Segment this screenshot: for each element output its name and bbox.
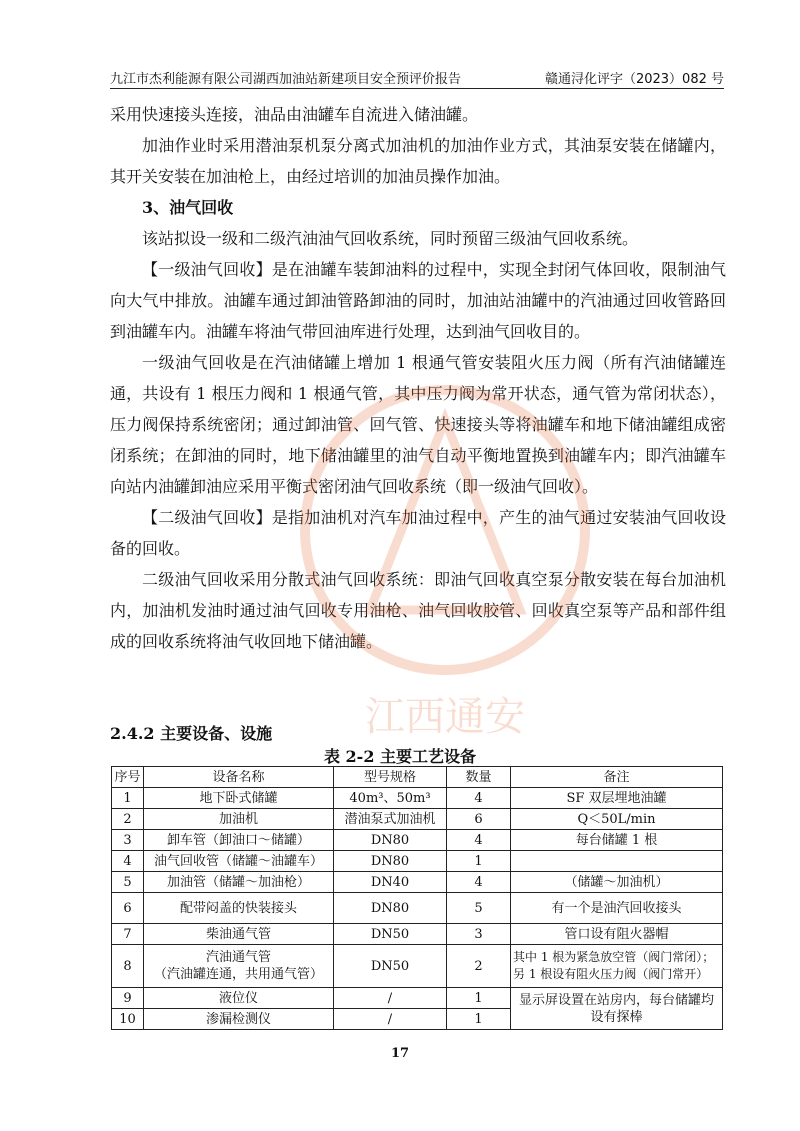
document-number: 赣通浔化评字（2023）082 号 [544,72,724,87]
cell-qty: 4 [447,788,511,809]
section-title: 2.4.2 主要设备、设施 [110,724,273,743]
cell-name: 卸车管（卸油口～储罐） [144,830,334,851]
header-no: 序号 [112,767,144,788]
subsection-heading: 3、油气回收 [142,198,234,217]
table-row [112,988,723,1009]
cell-no: 4 [112,851,144,872]
cell-no: 6 [112,893,144,924]
paragraph: 一级油气回收是在汽油储罐上增加 1 根通气管安装阻火压力阀（所有汽油储罐连通，共设有 1 根压力阀和 1 根通气管，其中压力阀为常开状态，通气管为常闭状态），压力阀保持系统密闭；通过卸油管、回气管、快速接头等将油罐车和地下储油罐组成密闭系统；在卸油的同时，地下储油罐里的油气自动平衡地置换到油罐车内；即汽油罐车向站内油罐卸油应采用平衡式密闭油气回收系统（即一级油气回收）。 [110,353,726,496]
cell-qty: 3 [447,924,511,945]
cell-name: 汽油通气管 （汽油罐连通，共用通气管） [144,945,334,988]
cell-qty: 4 [447,872,511,893]
cell-qty: 2 [447,945,511,988]
paragraph: 【一级油气回收】是在油罐车装卸油料的过程中，实现全封闭气体回收，限制油气向大气中排放。油罐车通过卸油管路卸油的同时，加油站油罐中的汽油通过回收管路回到油罐车内。油罐车将油气带回油库进行处理，达到油气回收目的。 [110,260,726,341]
cell-name: 渗漏检测仪 [144,1009,334,1030]
cell-spec: DN50 [334,924,447,945]
header-note: 备注 [511,767,723,788]
paragraph: 采用快速接头连接，油品由油罐车自流进入储油罐。 [110,105,479,124]
table-row [112,788,723,809]
cell-spec: DN80 [334,830,447,851]
equipment-table [111,766,723,1030]
cell-spec: / [334,988,447,1009]
watermark-text: 江西通安 [365,694,525,740]
table-row [112,851,723,872]
cell-no: 5 [112,872,144,893]
table-row [112,809,723,830]
cell-no: 10 [112,1009,144,1030]
cell-note: 有一个是油汽回收接头 [511,893,723,924]
cell-spec: DN80 [334,893,447,924]
cell-name: 液位仪 [144,988,334,1009]
cell-spec: DN40 [334,872,447,893]
table-row [112,830,723,851]
paragraph: 【二级油气回收】是指加油机对汽车加油过程中，产生的油气通过安装油气回收设备的回收。 [110,508,726,558]
cell-no: 9 [112,988,144,1009]
cell-no: 1 [112,788,144,809]
cell-note: 每台储罐 1 根 [511,830,723,851]
report-title: 九江市杰利能源有限公司湖西加油站新建项目安全预评价报告 [110,72,462,87]
cell-name: 加油机 [144,809,334,830]
cell-qty: 1 [447,988,511,1009]
cell-no: 3 [112,830,144,851]
cell-note: Q＜50L/min [511,809,723,830]
cell-name: 柴油通气管 [144,924,334,945]
cell-note: 其中 1 根为紧急放空管（阀门常闭）； 另 1 根设有阻火压力阀（阀门常开） [511,945,723,988]
table-row [112,893,723,924]
table-row [112,945,723,988]
table-row [112,872,723,893]
table-header-row [112,767,723,788]
cell-spec: 潜油泵式加油机 [334,809,447,830]
cell-name: 配带闷盖的快装接头 [144,893,334,924]
page-number: 17 [390,1046,410,1061]
cell-spec: DN80 [334,851,447,872]
cell-spec: 40m³、50m³ [334,788,447,809]
paragraph: 加油作业时采用潜油泵机泵分离式加油机的加油作业方式，其油泵安装在储罐内，其开关安装在加油枪上，由经过培训的加油员操作加油。 [110,136,726,186]
header-name: 设备名称 [144,767,334,788]
cell-no: 2 [112,809,144,830]
paragraph: 该站拟设一级和二级汽油油气回收系统，同时预留三级油气回收系统。 [142,229,639,248]
header-qty: 数量 [447,767,511,788]
cell-note [511,851,723,872]
page-header [110,66,724,89]
cell-no: 8 [112,945,144,988]
cell-qty: 6 [447,809,511,830]
cell-note: SF 双层埋地油罐 [511,788,723,809]
cell-spec: DN50 [334,945,447,988]
cell-spec: / [334,1009,447,1030]
body-text [110,99,726,657]
paragraph: 二级油气回收采用分散式油气回收系统：即油气回收真空泵分散安装在每台加油机内，加油机发油时通过油气回收专用油枪、油气回收胶管、回收真空泵等产品和部件组成的回收系统将油气收回地下储油罐。 [110,570,726,651]
cell-qty: 1 [447,1009,511,1030]
cell-qty: 1 [447,851,511,872]
cell-note: （储罐～加油机） [511,872,723,893]
table-caption: 表 2-2 主要工艺设备 [323,747,477,766]
cell-qty: 5 [447,893,511,924]
cell-no: 7 [112,924,144,945]
cell-name: 地下卧式储罐 [144,788,334,809]
cell-note: 管口设有阻火器帽 [511,924,723,945]
cell-note: 显示屏设置在站房内，每台储罐均设有探棒 [511,988,723,1030]
cell-qty: 4 [447,830,511,851]
cell-name: 油气回收管（储罐～油罐车） [144,851,334,872]
table-row [112,924,723,945]
header-spec: 型号规格 [334,767,447,788]
cell-name: 加油管（储罐～加油枪） [144,872,334,893]
